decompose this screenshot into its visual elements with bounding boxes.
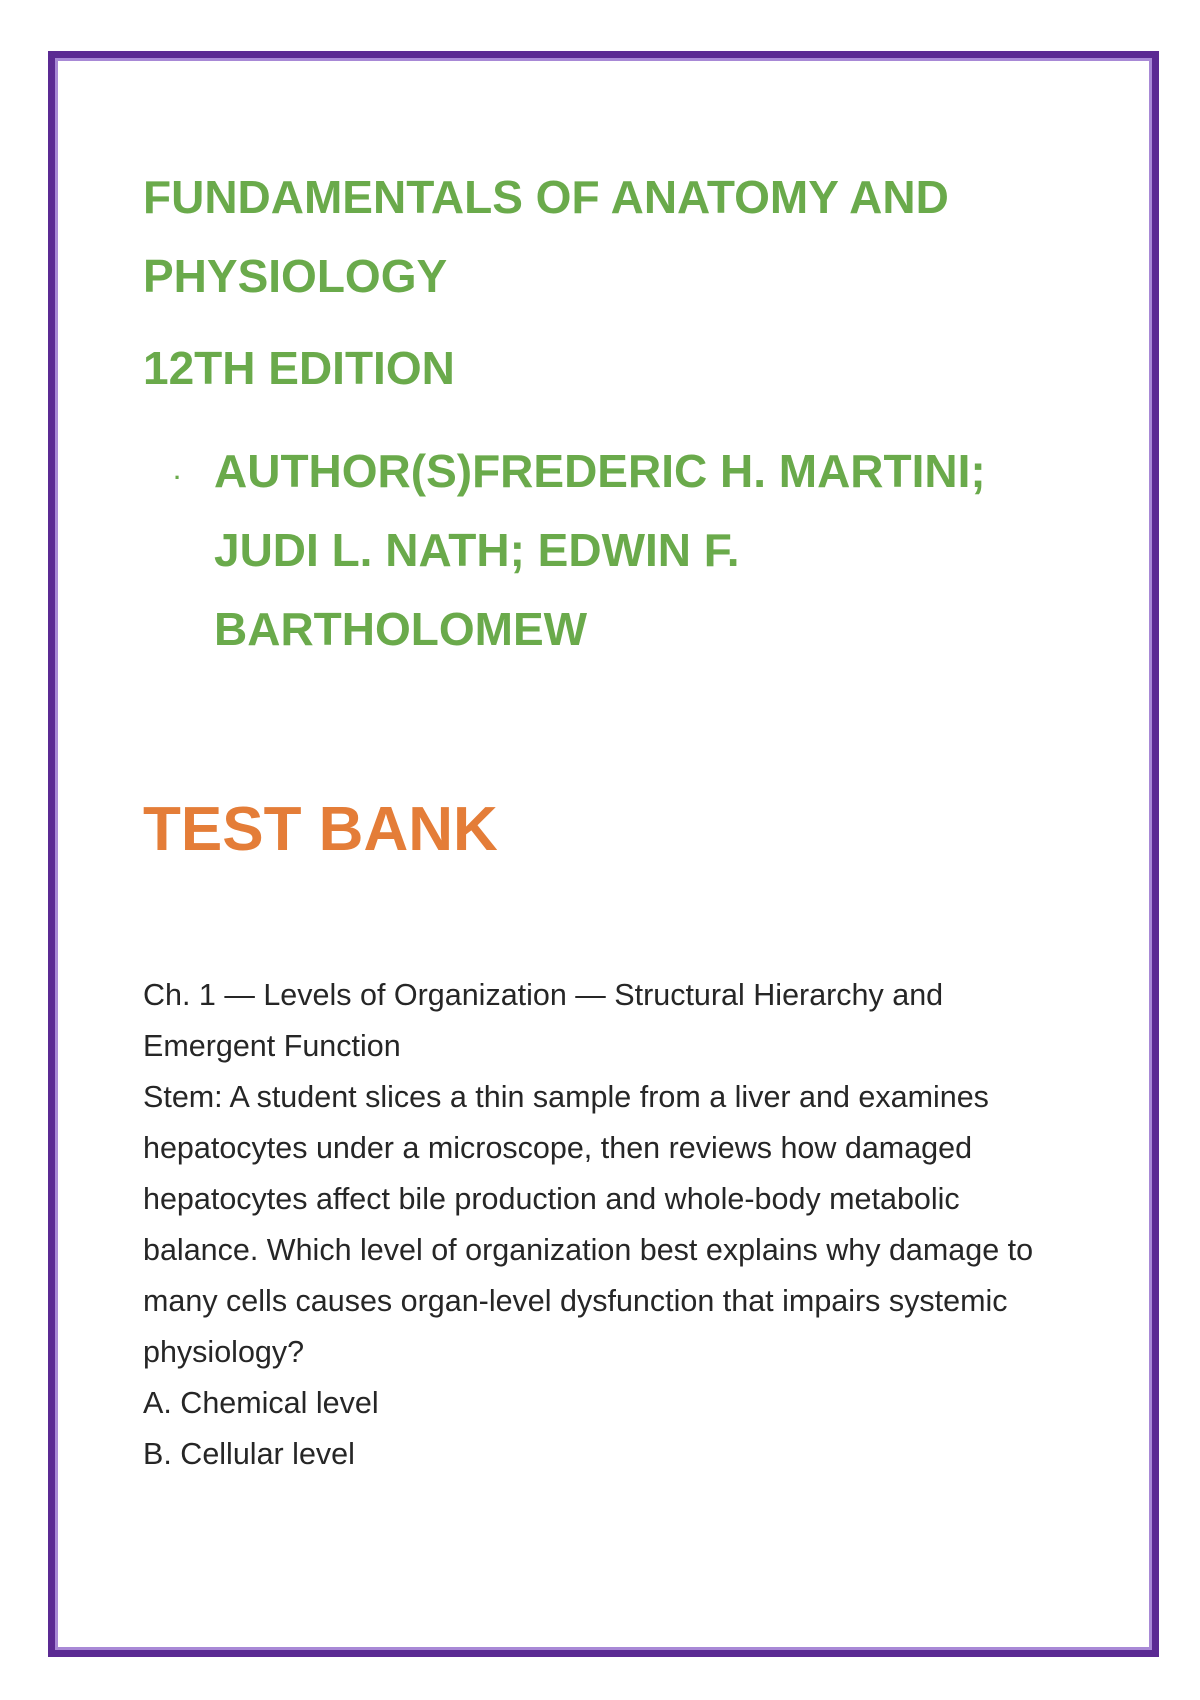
chapter-heading: Ch. 1 — Levels of Organization — Structural Hierarchy and Emergent Function [143, 978, 944, 1063]
authors-text: AUTHOR(S)FREDERIC H. MARTINI; JUDI L. NATH; EDWIN F. BARTHOLOMEW [214, 445, 986, 655]
test-bank-heading: TEST BANK [143, 795, 498, 864]
answer-option-b: B. Cellular level [143, 1437, 355, 1471]
answer-option-a: A. Chemical level [143, 1386, 379, 1420]
bullet-icon: . [174, 459, 181, 484]
edition-label: 12TH EDITION [143, 342, 455, 394]
book-title: FUNDAMENTALS OF ANATOMY AND PHYSIOLOGY [143, 171, 949, 302]
question-stem: Stem: A student slices a thin sample from a liver and examines hepatocytes under a microscope, then reviews how damaged hepatocytes affect bile production and whole-body metabolic balance. Which level of organization best explains why damage to many cells causes organ-level dysfunction that impairs systemic physiology? [143, 1080, 1034, 1369]
author-list-item [174, 432, 1044, 669]
question-block [143, 970, 1063, 1480]
